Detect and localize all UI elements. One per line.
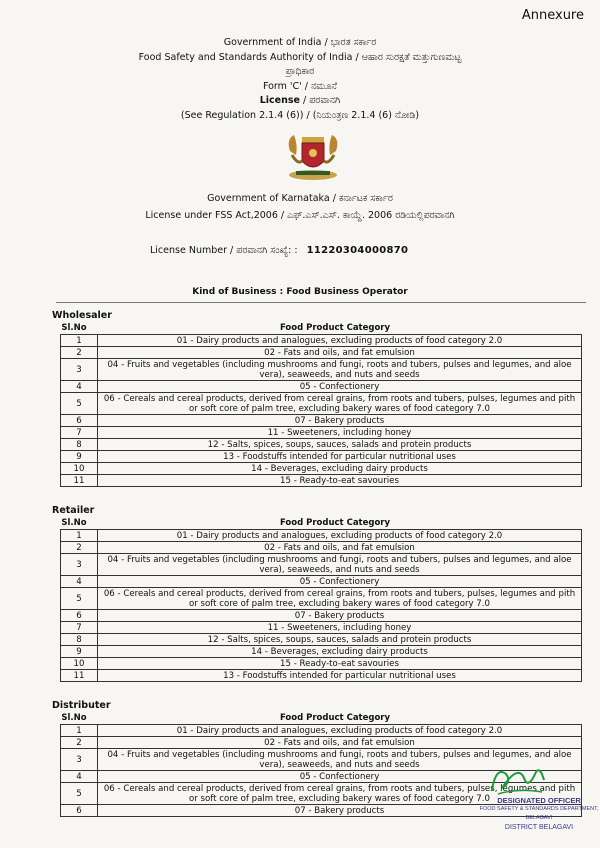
category-cell: 02 - Fats and oils, and fat emulsion bbox=[98, 347, 582, 359]
category-cell: 02 - Fats and oils, and fat emulsion bbox=[98, 737, 582, 749]
section-retailer bbox=[52, 505, 592, 682]
slno-cell: 8 bbox=[61, 634, 98, 646]
table-row bbox=[61, 381, 582, 393]
header-line-2: Food Safety and Standards Authority of India / ಆಹಾರ ಸುರಕ್ಷತೆ ಮತ್ತುಗುಣಮಟ್ಟ bbox=[138, 51, 462, 63]
table-row bbox=[61, 658, 582, 670]
slno-cell: 7 bbox=[61, 622, 98, 634]
table-header bbox=[52, 322, 592, 334]
slno-cell: 1 bbox=[61, 725, 98, 737]
table-row bbox=[61, 530, 582, 542]
category-cell: 04 - Fruits and vegetables (including mushrooms and fungi, roots and tubers, pulses and legumes, and aloe vera), seaweeds, and nuts and seeds bbox=[98, 749, 582, 771]
category-cell: 15 - Ready-to-eat savouries bbox=[98, 475, 582, 487]
stamp-line-3: DISTRICT BELAGAVI bbox=[504, 824, 574, 831]
category-cell: 04 - Fruits and vegetables (including mushrooms and fungi, roots and tubers, pulses and legumes, and aloe vera), seaweeds, and nuts and seeds bbox=[98, 554, 582, 576]
official-stamp bbox=[478, 796, 600, 832]
slno-cell: 11 bbox=[61, 670, 98, 682]
table-row bbox=[61, 725, 582, 737]
slno-cell: 1 bbox=[61, 530, 98, 542]
category-cell: 05 - Confectionery bbox=[98, 771, 582, 783]
category-cell: 14 - Beverages, excluding dairy products bbox=[98, 463, 582, 475]
table-row bbox=[61, 463, 582, 475]
slno-cell: 3 bbox=[61, 554, 98, 576]
table-row bbox=[61, 646, 582, 658]
annexure-label: Annexure bbox=[521, 8, 584, 23]
category-cell: 05 - Confectionery bbox=[98, 381, 582, 393]
category-cell: 02 - Fats and oils, and fat emulsion bbox=[98, 542, 582, 554]
slno-header: Sl.No bbox=[61, 518, 87, 528]
slno-cell: 6 bbox=[61, 805, 98, 817]
category-cell: 06 - Cereals and cereal products, derived from cereal grains, from roots and tubers, pulses, legumes and pith or soft core of palm tree, excluding bakery wares of food category 7.0 bbox=[98, 588, 582, 610]
slno-cell: 5 bbox=[61, 783, 98, 805]
fss-act-line: License under FSS Act,2006 / ಎಫ್.ಎಸ್.ಎಸ್. ಕಾಯ್ದೆ. 2006 ರಡಿಯಲ್ಲಿಪರವಾನಗಿ bbox=[145, 210, 455, 221]
table-row bbox=[61, 415, 582, 427]
karnataka-emblem-icon bbox=[284, 131, 342, 183]
signature-icon bbox=[488, 760, 548, 800]
category-cell: 12 - Salts, spices, soups, sauces, salads and protein products bbox=[98, 439, 582, 451]
table-row bbox=[61, 610, 582, 622]
license-number-value: 11220304000870 bbox=[306, 245, 409, 256]
table-row bbox=[61, 475, 582, 487]
stamp-line-2: FOOD SAFETY & STANDARDS DEPARTMENT, BELAGAVI bbox=[479, 806, 599, 821]
section-title: Retailer bbox=[52, 505, 95, 516]
karnataka-block bbox=[0, 190, 600, 224]
table-row bbox=[61, 542, 582, 554]
category-table bbox=[60, 529, 582, 682]
header-line-1: Government of India / ಭಾರತ ಸರ್ಕಾರ bbox=[223, 37, 377, 48]
table-row bbox=[61, 347, 582, 359]
slno-cell: 9 bbox=[61, 451, 98, 463]
category-table bbox=[60, 334, 582, 487]
category-cell: 15 - Ready-to-eat savouries bbox=[98, 658, 582, 670]
table-row bbox=[61, 451, 582, 463]
slno-cell: 10 bbox=[61, 658, 98, 670]
category-cell: 11 - Sweeteners, including honey bbox=[98, 427, 582, 439]
category-cell: 01 - Dairy products and analogues, excluding products of food category 2.0 bbox=[98, 725, 582, 737]
header-line-5 bbox=[0, 94, 600, 109]
license-title-kannada: / ಪರವಾನಗಿ bbox=[299, 95, 341, 106]
slno-cell: 4 bbox=[61, 576, 98, 588]
category-cell: 06 - Cereals and cereal products, derived from cereal grains, from roots and tubers, pulses, legumes and pith or soft core of palm tree, excluding bakery wares of food category 7.0 bbox=[98, 393, 582, 415]
category-header: Food Product Category bbox=[279, 713, 391, 723]
category-cell: 11 - Sweeteners, including honey bbox=[98, 622, 582, 634]
slno-cell: 4 bbox=[61, 771, 98, 783]
category-cell: 01 - Dairy products and analogues, excluding products of food category 2.0 bbox=[98, 335, 582, 347]
category-cell: 13 - Foodstuffs intended for particular nutritional uses bbox=[98, 451, 582, 463]
table-row bbox=[61, 427, 582, 439]
slno-cell: 4 bbox=[61, 381, 98, 393]
slno-cell: 11 bbox=[61, 475, 98, 487]
slno-cell: 2 bbox=[61, 347, 98, 359]
section-title: Wholesaler bbox=[52, 310, 112, 321]
table-row bbox=[61, 634, 582, 646]
karnataka-gov-line: Government of Karnataka / ಕರ್ನಾಟಕ ಸರ್ಕಾರ bbox=[207, 193, 393, 204]
table-row bbox=[61, 359, 582, 381]
table-row bbox=[61, 576, 582, 588]
divider-line bbox=[56, 302, 586, 303]
header-line-3: ಪ್ರಾಧಿಕಾರ bbox=[285, 66, 315, 77]
header-line-4: Form 'C' / ನಮೂನೆ bbox=[262, 80, 338, 92]
slno-cell: 2 bbox=[61, 542, 98, 554]
slno-header: Sl.No bbox=[61, 323, 87, 333]
table-row bbox=[61, 622, 582, 634]
table-header bbox=[52, 712, 592, 724]
category-cell: 13 - Foodstuffs intended for particular nutritional uses bbox=[98, 670, 582, 682]
category-cell: 12 - Salts, spices, soups, sauces, salads and protein products bbox=[98, 634, 582, 646]
kind-of-business: Kind of Business : Food Business Operator bbox=[192, 287, 408, 297]
table-row bbox=[61, 737, 582, 749]
license-number-label: License Number / ಪರವಾನಗಿ ಸಂಖ್ಯೆ: : bbox=[150, 245, 298, 256]
slno-cell: 2 bbox=[61, 737, 98, 749]
slno-cell: 9 bbox=[61, 646, 98, 658]
slno-cell: 8 bbox=[61, 439, 98, 451]
slno-cell: 5 bbox=[61, 588, 98, 610]
table-row bbox=[61, 335, 582, 347]
table-row bbox=[61, 670, 582, 682]
slno-cell: 1 bbox=[61, 335, 98, 347]
table-row bbox=[61, 393, 582, 415]
table-row bbox=[61, 588, 582, 610]
stamp-line-1: DESIGNATED OFFICER bbox=[497, 796, 581, 805]
slno-cell: 5 bbox=[61, 393, 98, 415]
slno-cell: 10 bbox=[61, 463, 98, 475]
section-title: Distributer bbox=[52, 700, 111, 711]
document-header bbox=[0, 36, 600, 123]
slno-cell: 7 bbox=[61, 427, 98, 439]
section-wholesaler bbox=[52, 310, 592, 487]
category-header: Food Product Category bbox=[279, 518, 391, 528]
category-cell: 07 - Bakery products bbox=[98, 415, 582, 427]
category-cell: 04 - Fruits and vegetables (including mushrooms and fungi, roots and tubers, pulses and legumes, and aloe vera), seaweeds, and nuts and seeds bbox=[98, 359, 582, 381]
slno-cell: 6 bbox=[61, 415, 98, 427]
header-line-6: (See Regulation 2.1.4 (6)) / (ನಿಯಂತ್ರಣ 2.1.4 (6) ನೋಡಿ) bbox=[180, 109, 420, 121]
slno-cell: 3 bbox=[61, 359, 98, 381]
category-header: Food Product Category bbox=[279, 323, 391, 333]
category-cell: 05 - Confectionery bbox=[98, 576, 582, 588]
category-cell: 01 - Dairy products and analogues, excluding products of food category 2.0 bbox=[98, 530, 582, 542]
license-title: License bbox=[259, 95, 300, 106]
table-row bbox=[61, 439, 582, 451]
license-number-row bbox=[150, 245, 408, 256]
table-row bbox=[61, 554, 582, 576]
category-cell: 07 - Bakery products bbox=[98, 805, 582, 817]
category-cell: 07 - Bakery products bbox=[98, 610, 582, 622]
slno-cell: 3 bbox=[61, 749, 98, 771]
slno-cell: 6 bbox=[61, 610, 98, 622]
slno-header: Sl.No bbox=[61, 713, 87, 723]
category-cell: 14 - Beverages, excluding dairy products bbox=[98, 646, 582, 658]
table-header bbox=[52, 517, 592, 529]
category-cell: 06 - Cereals and cereal products, derived from cereal grains, from roots and tubers, pulses, legumes and pith or soft core of palm tree, excluding bakery wares of food category 7.0 bbox=[98, 783, 582, 805]
